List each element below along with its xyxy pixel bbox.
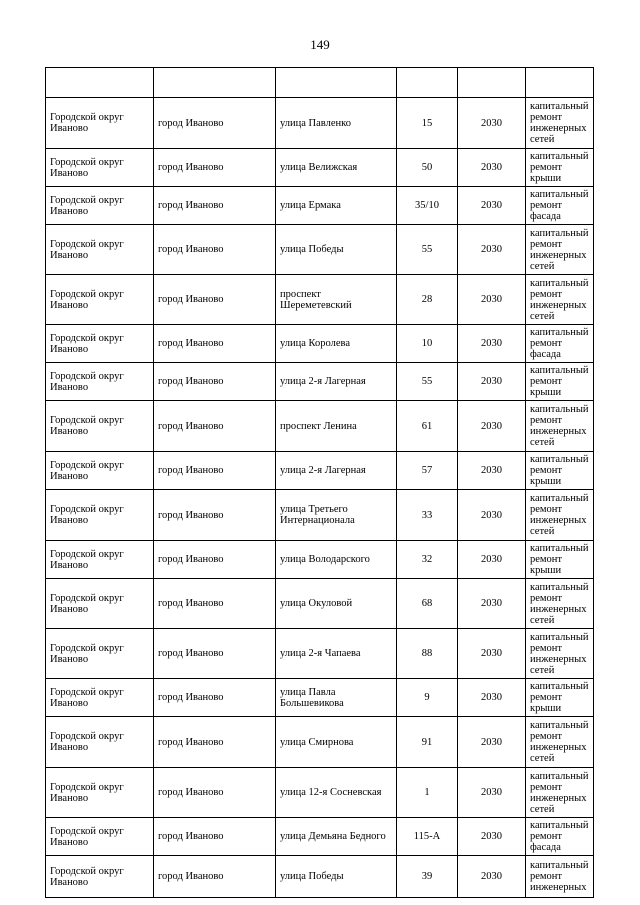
city-cell: город Иваново [154, 452, 276, 490]
year-cell: 2030 [458, 187, 526, 225]
street-cell: улица Королева [276, 325, 397, 363]
work-type-cell: капитальный ремонт инженерных сетей [526, 717, 594, 768]
table-row [46, 717, 594, 768]
year-cell: 2030 [458, 579, 526, 629]
city-cell: город Иваново [154, 490, 276, 541]
house-number-cell: 33 [397, 490, 458, 541]
work-type-cell: капитальный ремонт инженерных сетей [526, 629, 594, 679]
work-type-cell: капитальный ремонт инженерных сетей [526, 275, 594, 325]
table-row [46, 818, 594, 856]
municipality-cell: Городской округ Иваново [46, 225, 154, 275]
municipality-cell: Городской округ Иваново [46, 856, 154, 898]
house-number-cell: 61 [397, 401, 458, 452]
municipality-cell: Городской округ Иваново [46, 579, 154, 629]
street-cell: улица Победы [276, 856, 397, 898]
house-number-cell: 55 [397, 225, 458, 275]
municipality-cell: Городской округ Иваново [46, 187, 154, 225]
repair-registry-table [45, 67, 594, 898]
city-cell: город Иваново [154, 541, 276, 579]
work-type-cell: капитальный ремонт крыши [526, 541, 594, 579]
year-cell: 2030 [458, 679, 526, 717]
table-row [46, 768, 594, 818]
year-cell: 2030 [458, 629, 526, 679]
city-cell: город Иваново [154, 149, 276, 187]
table-row [46, 679, 594, 717]
header-cell [397, 68, 458, 98]
work-type-cell: капитальный ремонт крыши [526, 679, 594, 717]
city-cell: город Иваново [154, 98, 276, 149]
work-type-cell: капитальный ремонт крыши [526, 149, 594, 187]
work-type-cell: капитальный ремонт фасада [526, 818, 594, 856]
municipality-cell: Городской округ Иваново [46, 275, 154, 325]
street-cell: улица Велижская [276, 149, 397, 187]
header-cell [276, 68, 397, 98]
work-type-cell: капитальный ремонт инженерных [526, 856, 594, 898]
street-cell: улица 2-я Чапаева [276, 629, 397, 679]
header-cell [154, 68, 276, 98]
year-cell: 2030 [458, 490, 526, 541]
house-number-cell: 28 [397, 275, 458, 325]
header-cell [458, 68, 526, 98]
year-cell: 2030 [458, 401, 526, 452]
year-cell: 2030 [458, 149, 526, 187]
municipality-cell: Городской округ Иваново [46, 490, 154, 541]
table-row [46, 856, 594, 898]
municipality-cell: Городской округ Иваново [46, 679, 154, 717]
work-type-cell: капитальный ремонт крыши [526, 363, 594, 401]
city-cell: город Иваново [154, 768, 276, 818]
table-row [46, 325, 594, 363]
house-number-cell: 9 [397, 679, 458, 717]
table-row [46, 363, 594, 401]
city-cell: город Иваново [154, 679, 276, 717]
municipality-cell: Городской округ Иваново [46, 325, 154, 363]
city-cell: город Иваново [154, 363, 276, 401]
table-row [46, 149, 594, 187]
house-number-cell: 68 [397, 579, 458, 629]
street-cell: проспект Шереметевский [276, 275, 397, 325]
table-row [46, 629, 594, 679]
street-cell: улица 12-я Сосневская [276, 768, 397, 818]
municipality-cell: Городской округ Иваново [46, 717, 154, 768]
street-cell: улица Павла Большевикова [276, 679, 397, 717]
house-number-cell: 39 [397, 856, 458, 898]
header-cell [46, 68, 154, 98]
municipality-cell: Городской округ Иваново [46, 149, 154, 187]
house-number-cell: 50 [397, 149, 458, 187]
house-number-cell: 35/10 [397, 187, 458, 225]
year-cell: 2030 [458, 225, 526, 275]
year-cell: 2030 [458, 818, 526, 856]
year-cell: 2030 [458, 717, 526, 768]
street-cell: улица Смирнова [276, 717, 397, 768]
work-type-cell: капитальный ремонт инженерных сетей [526, 579, 594, 629]
street-cell: улица Окуловой [276, 579, 397, 629]
street-cell: улица Ермака [276, 187, 397, 225]
house-number-cell: 10 [397, 325, 458, 363]
table-row [46, 275, 594, 325]
table-row [46, 541, 594, 579]
house-number-cell: 91 [397, 717, 458, 768]
city-cell: город Иваново [154, 717, 276, 768]
municipality-cell: Городской округ Иваново [46, 541, 154, 579]
municipality-cell: Городской округ Иваново [46, 98, 154, 149]
street-cell: улица Павленко [276, 98, 397, 149]
page-number: 149 [310, 37, 330, 52]
street-cell: улица 2-я Лагерная [276, 363, 397, 401]
street-cell: улица 2-я Лагерная [276, 452, 397, 490]
header-cell [526, 68, 594, 98]
street-cell: улица Володарского [276, 541, 397, 579]
year-cell: 2030 [458, 768, 526, 818]
table-row [46, 579, 594, 629]
house-number-cell: 15 [397, 98, 458, 149]
municipality-cell: Городской округ Иваново [46, 452, 154, 490]
work-type-cell: капитальный ремонт фасада [526, 187, 594, 225]
house-number-cell: 32 [397, 541, 458, 579]
city-cell: город Иваново [154, 187, 276, 225]
table-row [46, 490, 594, 541]
city-cell: город Иваново [154, 579, 276, 629]
city-cell: город Иваново [154, 818, 276, 856]
street-cell: улица Победы [276, 225, 397, 275]
work-type-cell: капитальный ремонт инженерных сетей [526, 490, 594, 541]
work-type-cell: капитальный ремонт крыши [526, 452, 594, 490]
street-cell: проспект Ленина [276, 401, 397, 452]
year-cell: 2030 [458, 856, 526, 898]
year-cell: 2030 [458, 325, 526, 363]
year-cell: 2030 [458, 452, 526, 490]
table-row [46, 401, 594, 452]
city-cell: город Иваново [154, 629, 276, 679]
city-cell: город Иваново [154, 225, 276, 275]
work-type-cell: капитальный ремонт инженерных сетей [526, 225, 594, 275]
table-row [46, 98, 594, 149]
table-row [46, 187, 594, 225]
table-body [46, 68, 594, 898]
house-number-cell: 115-А [397, 818, 458, 856]
year-cell: 2030 [458, 363, 526, 401]
city-cell: город Иваново [154, 275, 276, 325]
year-cell: 2030 [458, 98, 526, 149]
municipality-cell: Городской округ Иваново [46, 629, 154, 679]
table-row [46, 452, 594, 490]
street-cell: улица Третьего Интернационала [276, 490, 397, 541]
house-number-cell: 57 [397, 452, 458, 490]
house-number-cell: 1 [397, 768, 458, 818]
table-row [46, 225, 594, 275]
work-type-cell: капитальный ремонт инженерных сетей [526, 98, 594, 149]
municipality-cell: Городской округ Иваново [46, 768, 154, 818]
house-number-cell: 55 [397, 363, 458, 401]
municipality-cell: Городской округ Иваново [46, 401, 154, 452]
city-cell: город Иваново [154, 325, 276, 363]
year-cell: 2030 [458, 541, 526, 579]
year-cell: 2030 [458, 275, 526, 325]
municipality-cell: Городской округ Иваново [46, 818, 154, 856]
work-type-cell: капитальный ремонт инженерных сетей [526, 401, 594, 452]
work-type-cell: капитальный ремонт инженерных сетей [526, 768, 594, 818]
work-type-cell: капитальный ремонт фасада [526, 325, 594, 363]
street-cell: улица Демьяна Бедного [276, 818, 397, 856]
city-cell: город Иваново [154, 856, 276, 898]
table-header-row [46, 68, 594, 98]
city-cell: город Иваново [154, 401, 276, 452]
house-number-cell: 88 [397, 629, 458, 679]
municipality-cell: Городской округ Иваново [46, 363, 154, 401]
